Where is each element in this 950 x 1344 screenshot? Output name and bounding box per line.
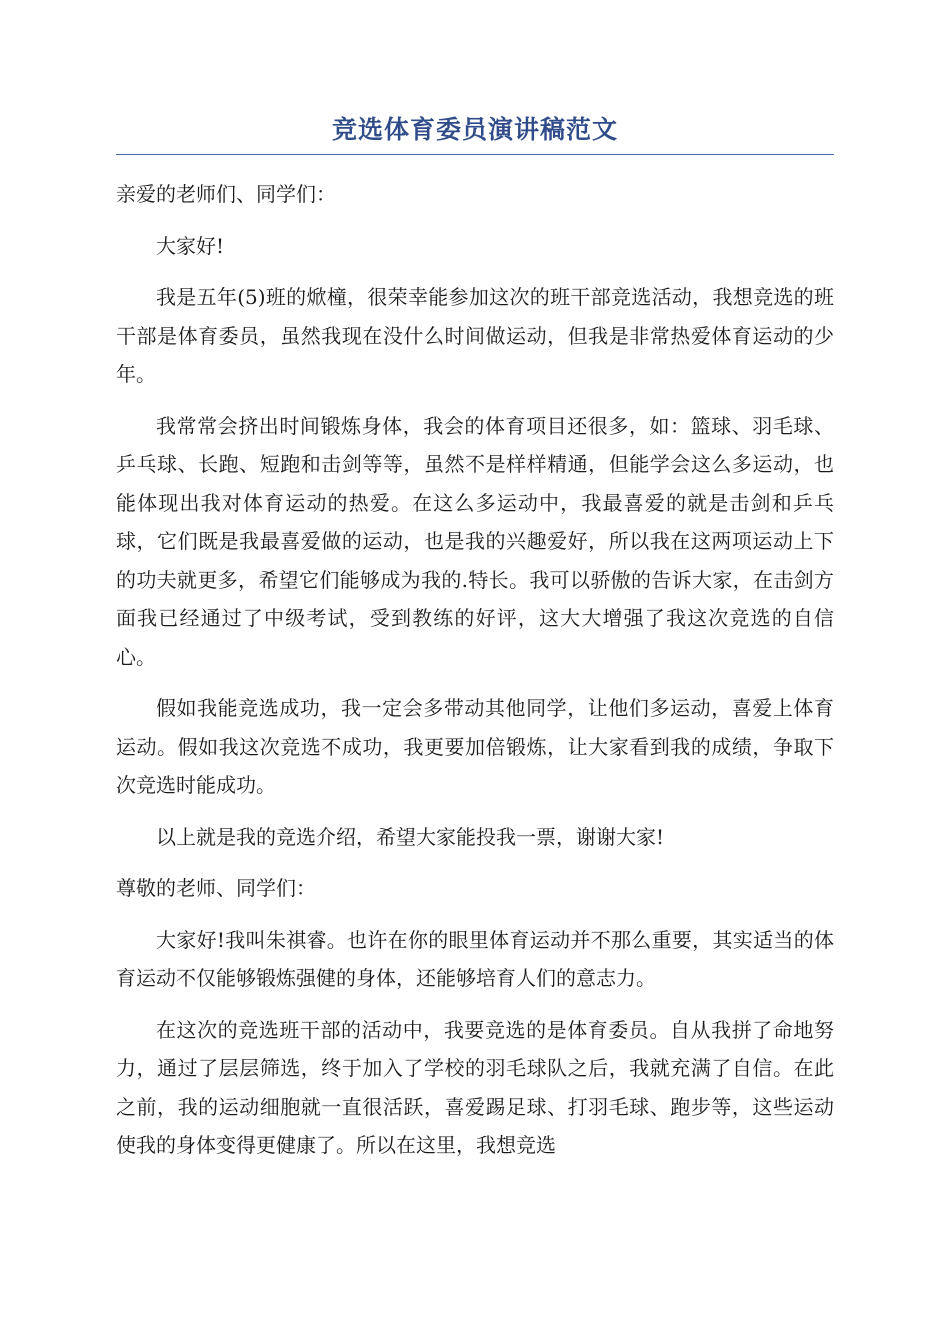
document-page [116,108,834,1178]
greeting-paragraph: 大家好!我叫朱祺睿。也许在你的眼里体育运动并不那么重要，其实适当的体育运动不仅能够锻炼强健的身体，还能够培育人们的意志力。 [116,927,834,990]
body-paragraph: 假如我能竞选成功，我一定会多带动其他同学，让他们多运动，喜爱上体育运动。假如我这次竞选不成功，我更要加倍锻炼，让大家看到我的成绩，争取下次竞选时能成功。 [116,696,834,797]
greeting-paragraph: 大家好! [156,233,225,258]
salutation-paragraph: 亲爱的老师们、同学们： [116,182,336,206]
closing-paragraph: 以上就是我的竞选介绍，希望大家能投我一票，谢谢大家! [156,824,665,849]
body-paragraph: 在这次的竞选班干部的活动中，我要竞选的是体育委员。自从我拼了命地努力，通过了层层筛选，终于加入了学校的羽毛球队之后，我就充满了自信。在此之前，我的运动细胞就一直很活跃，喜爱踢足球、打羽毛球、跑步等，这些运动使我的身体变得更健康了。所以在这里，我想竞选 [116,1017,834,1157]
body-paragraph: 我是五年(5)班的焮橦，很荣幸能参加这次的班干部竞选活动，我想竞选的班干部是体育委员，虽然我现在没什么时间做运动，但我是非常热爱体育运动的少年。 [116,285,834,386]
document-body [116,175,834,1165]
title-underline [116,154,834,155]
document-title: 竞选体育委员演讲稿范文 [331,115,618,144]
salutation-paragraph: 尊敬的老师、同学们： [116,876,316,900]
body-paragraph: 我常常会挤出时间锻炼身体，我会的体育项目还很多，如：篮球、羽毛球、乒乓球、长跑、短跑和击剑等等，虽然不是样样精通，但能学会这么多运动，也能体现出我对体育运动的热爱。在这么多运动中，我最喜爱的就是击剑和乒乓球，它们既是我最喜爱做的运动，也是我的兴趣爱好，所以我在这两项运动上下的功夫就更多，希望它们能够成为我的.特长。我可以骄傲的告诉大家，在击剑方面我已经通过了中级考试，受到教练的好评，这大大增强了我这次竞选的自信心。 [116,413,834,669]
